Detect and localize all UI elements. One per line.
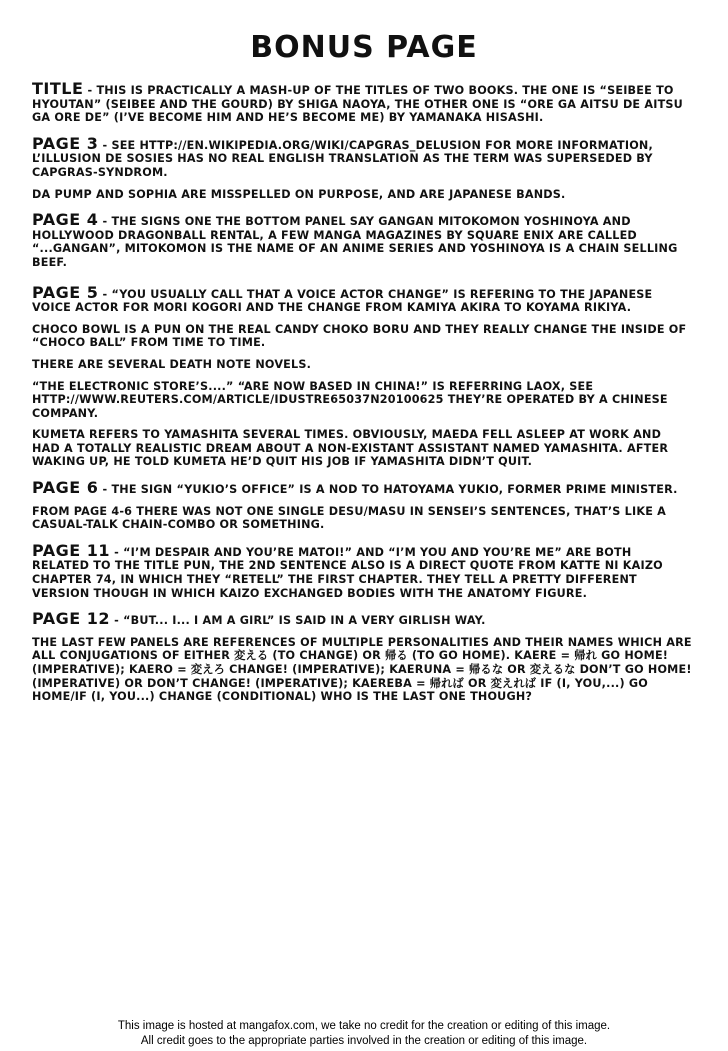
note-page-6-desu: FROM PAGE 4-6 THERE WAS NOT ONE SINGLE DESU/MASU IN SENSEI’S SENTENCES, THAT’S LIKE A CASUAL-TALK CHAIN-COMBO OR SOMETHING. — [32, 504, 666, 532]
note-title — [32, 79, 692, 125]
note-text: - SEE HTTP://EN.WIKIPEDIA.ORG/WIKI/CAPGRAS_DELUSION FOR MORE INFORMATION, L’ILLUSION DE SOSIES HAS NO REAL ENGLISH TRANSLATION AS THE TERM WAS SUPERSEDED BY CAPGRAS-SYNDROM. — [32, 138, 653, 179]
note-page-12 — [32, 609, 692, 629]
note-page-4 — [32, 210, 692, 269]
note-label: PAGE 5 — [32, 282, 99, 302]
note-page-11 — [32, 540, 692, 600]
note-page-12-panels: THE LAST FEW PANELS ARE REFERENCES OF MULTIPLE PERSONALITIES AND THEIR NAMES WHICH ARE ALL CONJUGATIONS OF EITHER 変える (TO CHANGE) OR 帰る (TO GO HOME). KAERE = 帰れ GO HOME! (IMPERATIVE); KAERO = 変えろ CHANGE! (IMPERATIVE); KAERUNA = 帰るな OR 変えるな DON’T GO HOME! (IMPERATIVE) OR DON’T CHANGE! (IMPERATIVE); KAEREBA = 帰れば OR 変えれば IF (I, YOU,...) GO HOME/IF (I, YOU...) CHANGE (CONDITIONAL) WHO IS THE LAST ONE THOUGH? — [32, 635, 692, 704]
note-page-5-choco: CHOCO BOWL IS A PUN ON THE REAL CANDY CHOKO BORU AND THEY REALLY CHANGE THE INSIDE OF “CHOCO BALL” FROM TIME TO TIME. — [32, 322, 687, 350]
notes-content — [32, 79, 692, 704]
note-label: PAGE 12 — [32, 609, 111, 629]
page-title: BONUS PAGE — [250, 30, 478, 65]
note-label: PAGE 4 — [32, 210, 99, 230]
hosting-credit-footer — [0, 1019, 728, 1049]
note-label: PAGE 6 — [32, 478, 99, 498]
note-page-5 — [32, 282, 692, 315]
note-label: TITLE — [32, 79, 84, 98]
note-text: - “YOU USUALLY CALL THAT A VOICE ACTOR CHANGE” IS REFERING TO THE JAPANESE VOICE ACTOR FOR MORI KOGORI AND THE CHANGE FROM KAMIYA AKIRA TO KOYAMA RIKIYA. — [32, 287, 653, 315]
note-page-5-laox: “THE ELECTRONIC STORE’S....” “ARE NOW BASED IN CHINA!” IS REFERRING LAOX, SEE HTTP://WWW.REUTERS.COM/ARTICLE/IDUSTRE65037N20100625 THEY’RE OPERATED BY A CHINESE COMPANY. — [32, 379, 668, 420]
note-text: - THE SIGNS ONE THE BOTTOM PANEL SAY GANGAN MITOKOMON YOSHINOYA AND HOLLYWOOD DRAGONBALL RENTAL, A FEW MANGA MAGAZINES BY SQUARE ENIX ARE CALLED “...GANGAN”, MITOKOMON IS THE NAME OF AN ANIME SERIES AND YOSHINOYA IS A CHAIN SELLING BEEF. — [32, 215, 678, 269]
note-label: PAGE 11 — [32, 540, 111, 560]
note-page-5-novels: THERE ARE SEVERAL DEATH NOTE NOVELS. — [32, 357, 312, 371]
note-text: - THIS IS PRACTICALLY A MASH-UP OF THE TITLES OF TWO BOOKS. THE ONE IS “SEIBEE TO HYOUTAN” (SEIBEE AND THE GOURD) BY SHIGA NAOYA, THE OTHER ONE IS “ORE GA AITSU DE AITSU GA ORE DE” (I’VE BECOME HIM AND HE’S BECOME ME) BY YAMANAKA HISASHI. — [32, 84, 683, 125]
note-page-3 — [32, 133, 692, 180]
note-text: - “I’M DESPAIR AND YOU’RE MATOI!” AND “I’M YOU AND YOU’RE ME” ARE BOTH RELATED TO THE TITLE PUN, THE 2ND SENTENCE ALSO IS A DIRECT QUOTE FROM KATTE NI KAIZO CHAPTER 74, IN WHICH THEY “RETELL” THE FIRST CHAPTER. THEY TELL A PRETTY DIFFERENT VERSION THOUGH IN WHICH KAIZO EXCHANGED BODIES WITH THE ANATOMY FIGURE. — [32, 545, 663, 600]
note-text: - “BUT... I... I AM A GIRL” IS SAID IN A VERY GIRLISH WAY. — [114, 614, 486, 628]
note-label: PAGE 3 — [32, 133, 99, 153]
note-page-5-kumeta: KUMETA REFERS TO YAMASHITA SEVERAL TIMES. OBVIOUSLY, MAEDA FELL ASLEEP AT WORK AND HAD A TOTALLY REALISTIC DREAM ABOUT A NON-EXISTANT ASSISTANT NAMED YAMASHITA. AFTER WAKING UP, HE TOLD KUMETA HE’D QUIT HIS JOB IF YAMASHITA DIDN’T QUIT. — [32, 428, 669, 469]
note-page-6 — [32, 478, 692, 498]
note-text: - THE SIGN “YUKIO’S OFFICE” IS A NOD TO HATOYAMA YUKIO, FORMER PRIME MINISTER. — [102, 483, 678, 497]
footer-line-2: All credit goes to the appropriate parties involved in the creation or editing of this image. — [140, 1035, 588, 1047]
note-page-3-bands: DA PUMP AND SOPHIA ARE MISSPELLED ON PURPOSE, AND ARE JAPANESE BANDS. — [32, 187, 566, 201]
footer-line-1: This image is hosted at mangafox.com, we take no credit for the creation or editing of this image. — [117, 1020, 611, 1032]
